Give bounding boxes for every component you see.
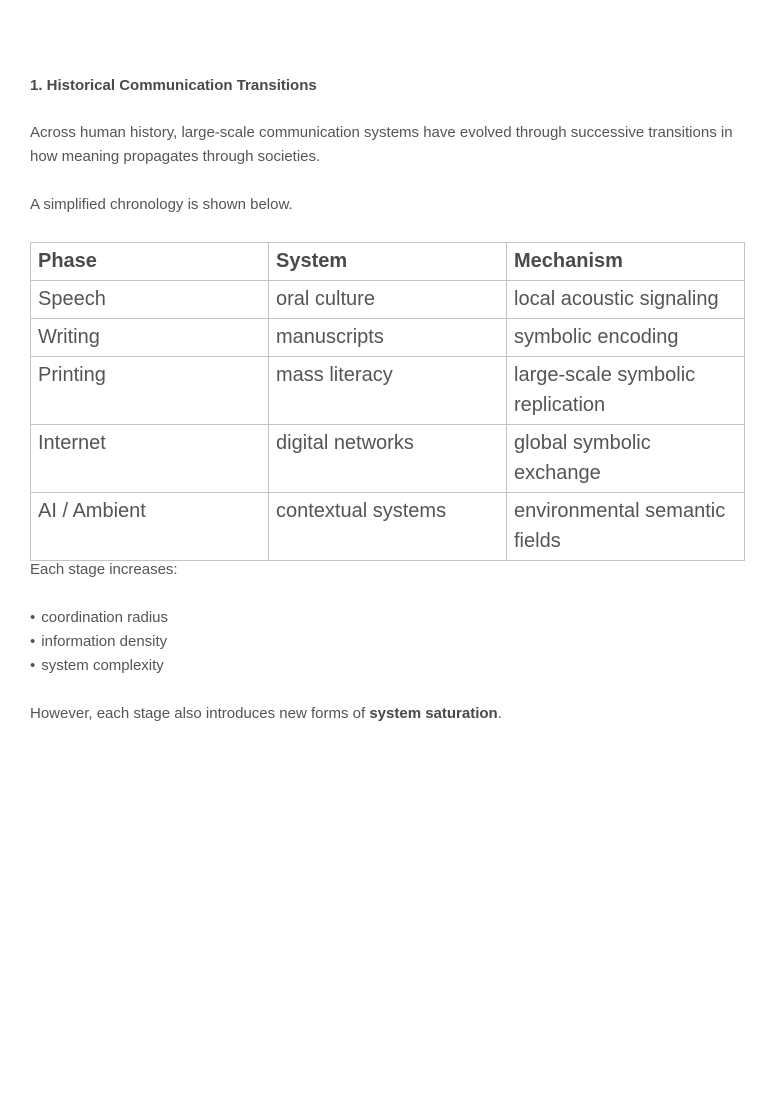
cell-mechanism: environmental semantic fields [507,493,745,561]
cell-system: mass literacy [269,357,507,425]
bullet-icon: • [30,657,36,674]
list-item [30,630,168,654]
table-row [31,425,745,493]
cell-phase: Writing [31,319,269,357]
chronology-table [30,242,745,561]
cell-mechanism: local acoustic signaling [507,281,745,319]
cell-system: oral culture [269,281,507,319]
cell-phase: AI / Ambient [31,493,269,561]
cell-phase: Speech [31,281,269,319]
bullet-icon: • [30,609,36,626]
cell-phase: Printing [31,357,269,425]
intro-paragraph: Across human history, large-scale communication systems have evolved through successive transitions in how meaning propagates through societies. [30,124,733,165]
cell-system: digital networks [269,425,507,493]
list-item-text: information density [41,633,168,650]
closing-emphasis: system saturation [369,705,498,722]
closing-prefix: However, each stage also introduces new forms of [30,705,370,722]
section-title: 1. Historical Communication Transitions [30,77,317,94]
bullet-icon: • [30,633,36,650]
header-phase: Phase [31,243,269,281]
table-row [31,357,745,425]
table-row [31,493,745,561]
chronology-note: A simplified chronology is shown below. [30,196,293,213]
list-item [30,654,168,678]
header-system: System [269,243,507,281]
table-row [31,319,745,357]
table-header-row [31,243,745,281]
header-mechanism: Mechanism [507,243,745,281]
closing-paragraph [30,702,744,726]
cell-mechanism: global symbolic exchange [507,425,745,493]
cell-system: manuscripts [269,319,507,357]
cell-mechanism: large-scale symbolic replication [507,357,745,425]
list-item-text: system complexity [41,657,164,674]
cell-phase: Internet [31,425,269,493]
closing-suffix: . [497,705,502,722]
stage-increase-list [30,606,168,678]
stages-lead: Each stage increases: [30,561,178,578]
cell-mechanism: symbolic encoding [507,319,745,357]
list-item [30,606,168,630]
list-item-text: coordination radius [41,609,169,626]
cell-system: contextual systems [269,493,507,561]
table-row [31,281,745,319]
